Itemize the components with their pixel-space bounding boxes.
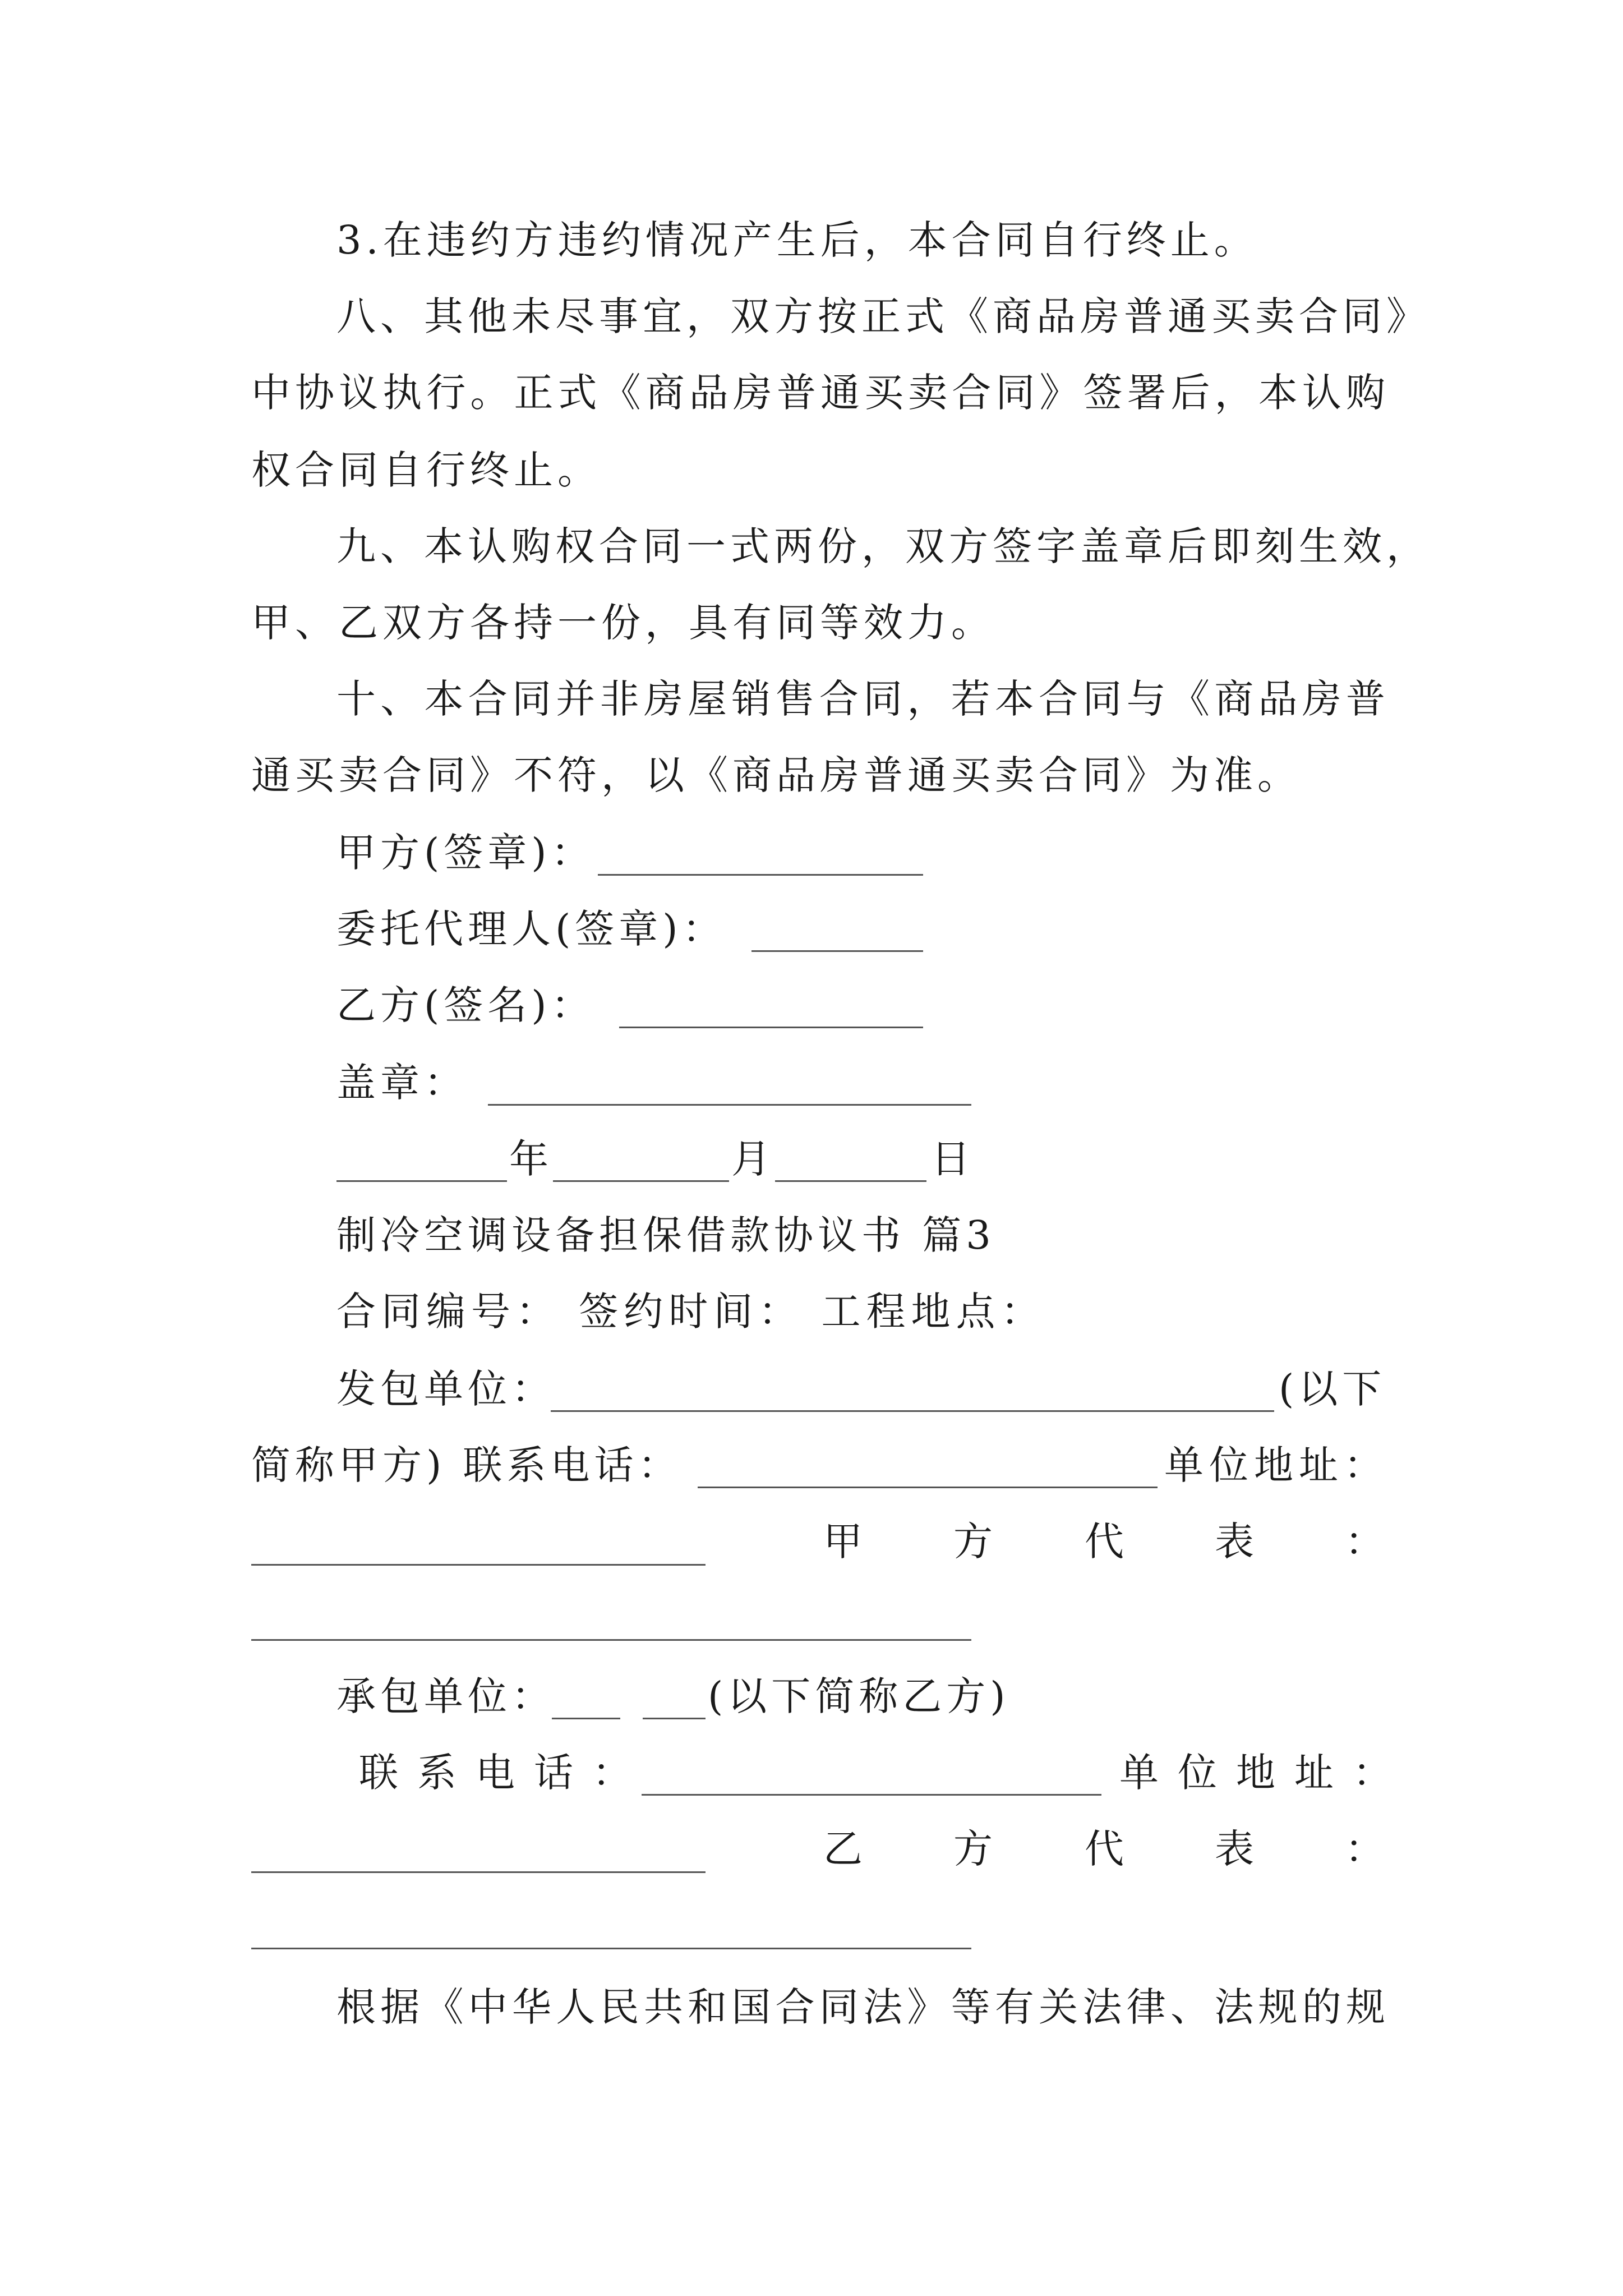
rep-b-char: 表 <box>1215 1826 1254 1872</box>
day-label: 日 <box>931 1136 970 1182</box>
day-blank[interactable] <box>775 1179 926 1182</box>
contractor-address-blank[interactable] <box>251 1870 706 1873</box>
contract-meta-line: 合同编号： 签约时间： 工程地点： <box>336 1289 1046 1335</box>
month-label: 月 <box>731 1136 771 1182</box>
employer-blank[interactable] <box>551 1409 1274 1412</box>
rep-b-char: 乙 <box>823 1826 863 1872</box>
paragraph-line: 根据《中华人民共和国合同法》等有关法律、法规的规 <box>336 1984 1390 2030</box>
agent-signature-blank[interactable] <box>751 949 923 952</box>
seal-label: 盖章： <box>336 1060 468 1106</box>
employer-address-label: 单位地址： <box>1164 1442 1389 1488</box>
rep-b-blank[interactable] <box>251 1947 971 1949</box>
rep-a-colon: ： <box>1345 1519 1384 1565</box>
contractor-phone-blank[interactable] <box>642 1793 1101 1796</box>
seal-blank[interactable] <box>488 1103 971 1106</box>
year-blank[interactable] <box>336 1179 507 1182</box>
paragraph-line: 3.在违约方违约情况产生后，本合同自行终止。 <box>336 217 1258 263</box>
contractor-blank-1[interactable] <box>552 1717 620 1719</box>
employer-contact-label: 简称甲方) 联系电话： <box>251 1442 682 1488</box>
party-a-signature-blank[interactable] <box>598 873 923 876</box>
contractor-address-label: 单位地址： <box>1119 1750 1411 1796</box>
rep-b-char: 方 <box>953 1826 993 1872</box>
contractor-suffix: (以下简称乙方) <box>708 1673 1010 1719</box>
month-blank[interactable] <box>553 1179 729 1182</box>
section-heading: 制冷空调设备担保借款协议书 篇3 <box>336 1212 995 1258</box>
rep-b-colon: ： <box>1345 1826 1384 1872</box>
paragraph-line: 八、其他未尽事宜，双方按正式《商品房普通买卖合同》 <box>336 293 1430 339</box>
rep-a-char: 代 <box>1085 1519 1124 1565</box>
rep-a-char: 表 <box>1215 1519 1254 1565</box>
rep-a-char: 方 <box>953 1519 993 1565</box>
rep-b-char: 代 <box>1085 1826 1124 1872</box>
paragraph-line: 九、本认购权合同一式两份，双方签字盖章后即刻生效， <box>336 523 1430 569</box>
paragraph-line: 权合同自行终止。 <box>251 447 601 493</box>
rep-a-char: 甲 <box>823 1519 863 1565</box>
contractor-label: 承包单位： <box>336 1673 555 1719</box>
year-label: 年 <box>509 1136 548 1182</box>
party-b-signature-blank[interactable] <box>619 1025 923 1028</box>
employer-suffix: (以下 <box>1279 1366 1386 1412</box>
employer-address-blank[interactable] <box>251 1563 706 1566</box>
rep-a-blank[interactable] <box>251 1638 971 1641</box>
paragraph-line: 通买卖合同》不符，以《商品房普通买卖合同》为准。 <box>251 752 1301 798</box>
employer-phone-blank[interactable] <box>698 1485 1158 1488</box>
contractor-contact-label: 联系电话： <box>359 1750 651 1796</box>
contractor-blank-2[interactable] <box>643 1717 706 1719</box>
paragraph-line: 中协议执行。正式《商品房普通买卖合同》签署后，本认购 <box>251 370 1390 416</box>
party-b-signature-label: 乙方(签名)： <box>336 982 595 1028</box>
paragraph-line: 十、本合同并非房屋销售合同，若本合同与《商品房普 <box>336 676 1390 722</box>
employer-label: 发包单位： <box>336 1366 555 1412</box>
agent-signature-label: 委托代理人(签章)： <box>336 906 726 952</box>
party-a-signature-label: 甲方(签章)： <box>336 830 595 876</box>
paragraph-line: 甲、乙双方各持一份，具有同等效力。 <box>251 600 995 646</box>
